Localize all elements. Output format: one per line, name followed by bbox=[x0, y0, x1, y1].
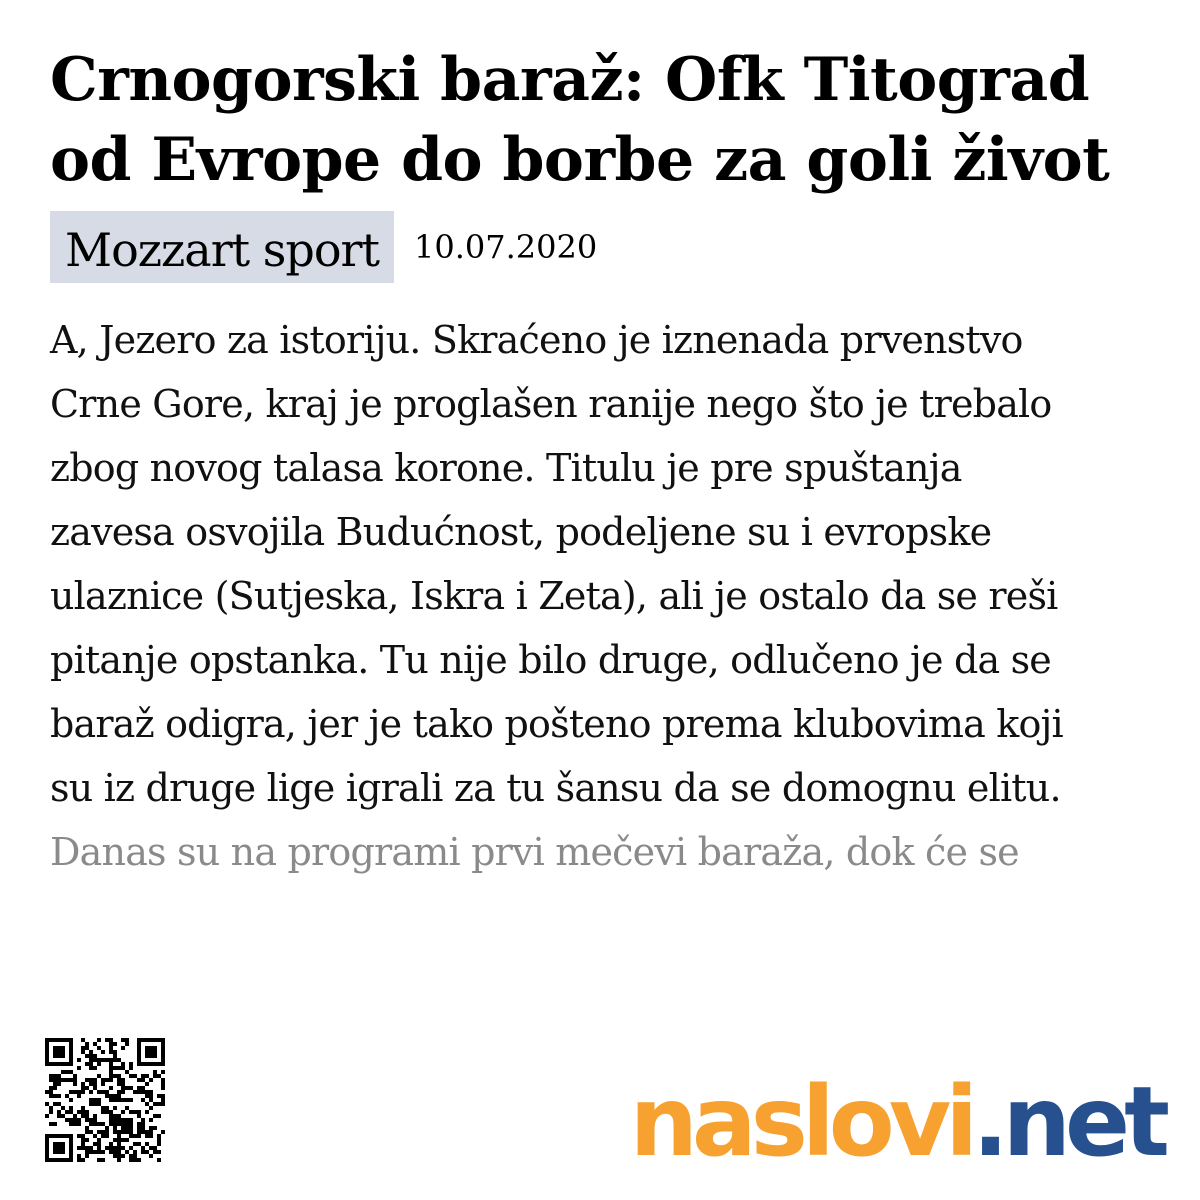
source-badge[interactable]: Mozzart sport bbox=[50, 211, 394, 283]
article-title: Crnogorski baraž: Ofk Titograd od Evrope do borbe za goli život bbox=[50, 45, 1110, 195]
body-line: zavesa osvojila Budućnost, podeljene su i evropske bbox=[50, 510, 992, 554]
site-logo[interactable] bbox=[629, 1060, 1164, 1178]
qr-code-icon[interactable] bbox=[45, 1038, 165, 1162]
logo-text-net: .net bbox=[972, 1066, 1164, 1178]
body-line: su iz druge lige igrali za tu šansu da se domognu elitu. bbox=[50, 766, 1061, 810]
publish-date: 10.07.2020 bbox=[414, 228, 598, 266]
logo-text-naslovi: naslovi bbox=[629, 1066, 973, 1178]
article-meta bbox=[50, 211, 597, 283]
body-line: ulaznice (Sutjeska, Iskra i Zeta), ali je ostalo da se reši bbox=[50, 574, 1058, 618]
body-line: zbog novog talasa korone. Titulu je pre spuštanja bbox=[50, 446, 962, 490]
body-line: A, Jezero za istoriju. Skraćeno je iznenada prvenstvo bbox=[50, 318, 1023, 362]
body-line-faded: Danas su na programi prvi mečevi baraža, dok će se bbox=[50, 830, 1019, 874]
body-line: baraž odigra, jer je tako pošteno prema klubovima koji bbox=[50, 702, 1063, 746]
body-line: pitanje opstanka. Tu nije bilo druge, odlučeno je da se bbox=[50, 638, 1052, 682]
article-body bbox=[50, 308, 1160, 884]
body-line: Crne Gore, kraj je proglašen ranije nego što je trebalo bbox=[50, 382, 1052, 426]
